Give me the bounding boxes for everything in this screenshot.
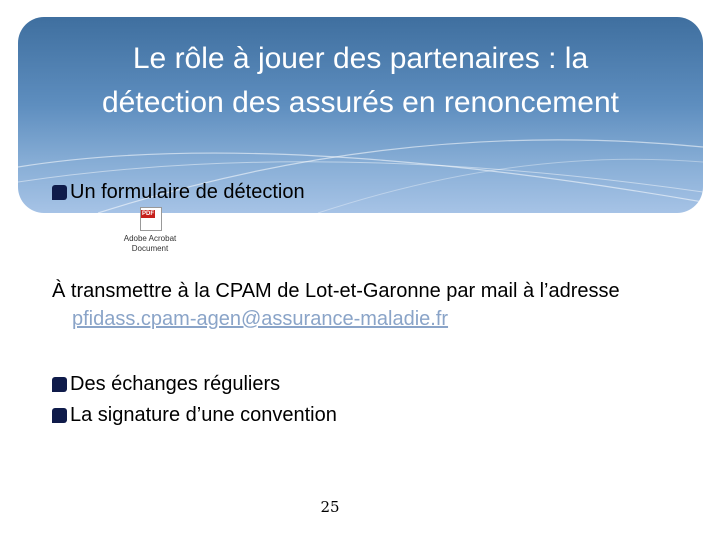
slide-title: [18, 37, 703, 125]
bullet-item: [52, 402, 337, 428]
title-line-1: Le rôle à jouer des partenaires : la: [132, 42, 589, 75]
pdf-attachment[interactable]: [118, 207, 182, 259]
page-number: 25: [320, 498, 340, 516]
bullet-icon: [52, 408, 67, 423]
transmit-text: À transmettre à la CPAM de Lot-et-Garonne par mail à l’adresse: [52, 280, 620, 302]
bullet-item: [52, 371, 280, 397]
pdf-label: [118, 234, 182, 254]
bullet-icon: [52, 377, 67, 392]
bullet-text: Des échanges réguliers: [70, 373, 281, 395]
pdf-label-line-2: Document: [131, 244, 169, 253]
transmit-paragraph: [52, 277, 692, 333]
pdf-label-line-1: Adobe Acrobat: [123, 234, 177, 243]
bullet-item: [52, 179, 305, 205]
email-link[interactable]: pfidass.cpam-agen@assurance-maladie.fr: [72, 308, 449, 330]
bullet-text: Un formulaire de détection: [70, 181, 305, 203]
pdf-icon: [140, 207, 162, 231]
title-line-2: détection des assurés en renoncement: [102, 86, 619, 119]
pdf-badge: PDF: [142, 211, 154, 217]
bullet-text: La signature d’une convention: [70, 404, 337, 426]
bullet-icon: [52, 185, 67, 200]
